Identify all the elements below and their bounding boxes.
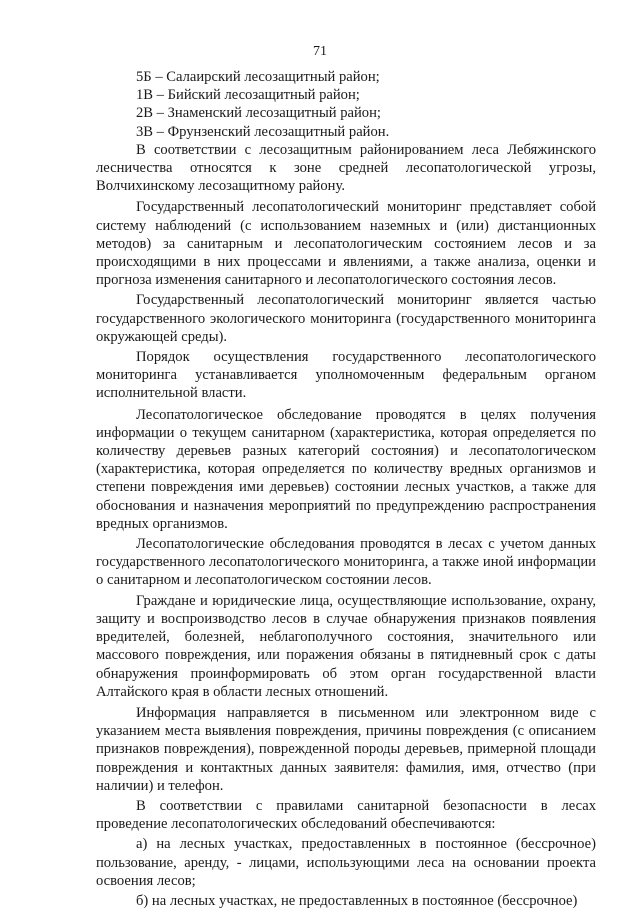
district-item-5b: 5Б – Салаирский лесозащитный район; [136,69,380,85]
paragraph-inspection-data: Лесопатологические обследования проводятся в лесах с учетом данных государственного лесопатологического мониторинга, а также иной информации о санитарном и лесопатологическом состоянии лесов. [96,536,596,589]
district-item-2v: 2В – Знаменский лесозащитный район; [136,105,381,122]
paragraph-item-b: б) на лесных участках, не предоставленных в постоянное (бессрочное) [136,892,578,909]
paragraph-monitoring-part: Государственный лесопатологический мониторинг является частью государственного экологического мониторинга (государственного мониторинга окружающей среды). [96,292,596,345]
paragraph-monitoring-definition: Государственный лесопатологический мониторинг представляет собой систему наблюдений (с использованием наземных и (или) дистанционных методов) за санитарным и лесопатологическим состоянием лесов и за происходящими в них процессами и явлениями, а также анализа, оценки и прогноза изменения санитарного и лесопатологического состояния лесов. [96,199,596,289]
page-number: 71 [313,44,327,59]
paragraph-zoning: В соответствии с лесозащитным районированием леса Лебяжинского лесничества относятся к зоне средней лесопатологической угрозы, Волчихинскому лесозащитному району. [96,141,596,195]
paragraph-citizens-duty: Граждане и юридические лица, осуществляющие использование, охрану, защиту и воспроизводство лесов в случае обнаружения признаков появления вредителей, болезней, неблагополучного состояния, значительного или массового повреждения, или поражения обязаны в пятидневный срок с даты обнаружения проинформировать об этом орган государственной власти Алтайского края в области лесных отношений. [96,592,596,700]
paragraph-item-a: а) на лесных участках, предоставленных в постоянное (бессрочное) пользование, аренду, - лицами, использующими леса на основании проекта освоения лесов; [96,836,596,889]
district-item-1v: 1В – Бийский лесозащитный район; [136,87,360,104]
paragraph-inspection-purpose: Лесопатологическое обследование проводятся в целях получения информации о текущем санитарном (характеристика, которая определяется по количеству деревьев разных категорий состояния) и лесопатологическом (характеристика, которая определяется по количеству вредных организмов и степени повреждения ими деревьев) состоянии лесных участков, а также для обоснования и назначения мероприятий по предупреждению распространения вредных организмов. [96,406,596,532]
paragraph-sanitary-rules: В соответствии с правилами санитарной безопасности в лесах проведение лесопатологических обследований обеспечиваются: [96,797,596,833]
district-item-3v: 3В – Фрунзенский лесозащитный район. [136,123,390,140]
paragraph-monitoring-procedure: Порядок осуществления государственного лесопатологического мониторинга устанавливается уполномоченным федеральным органом исполнительной власти. [96,349,596,402]
document-body [96,68,596,910]
paragraph-information-format: Информация направляется в письменном или электронном виде с указанием места выявления повреждения, причины повреждения (с описанием признаков повреждения), поврежденной породы деревьев, примерной площади повреждения и контактных данных заявителя: фамилия, имя, отчество (при наличии) и телефон. [96,704,596,794]
